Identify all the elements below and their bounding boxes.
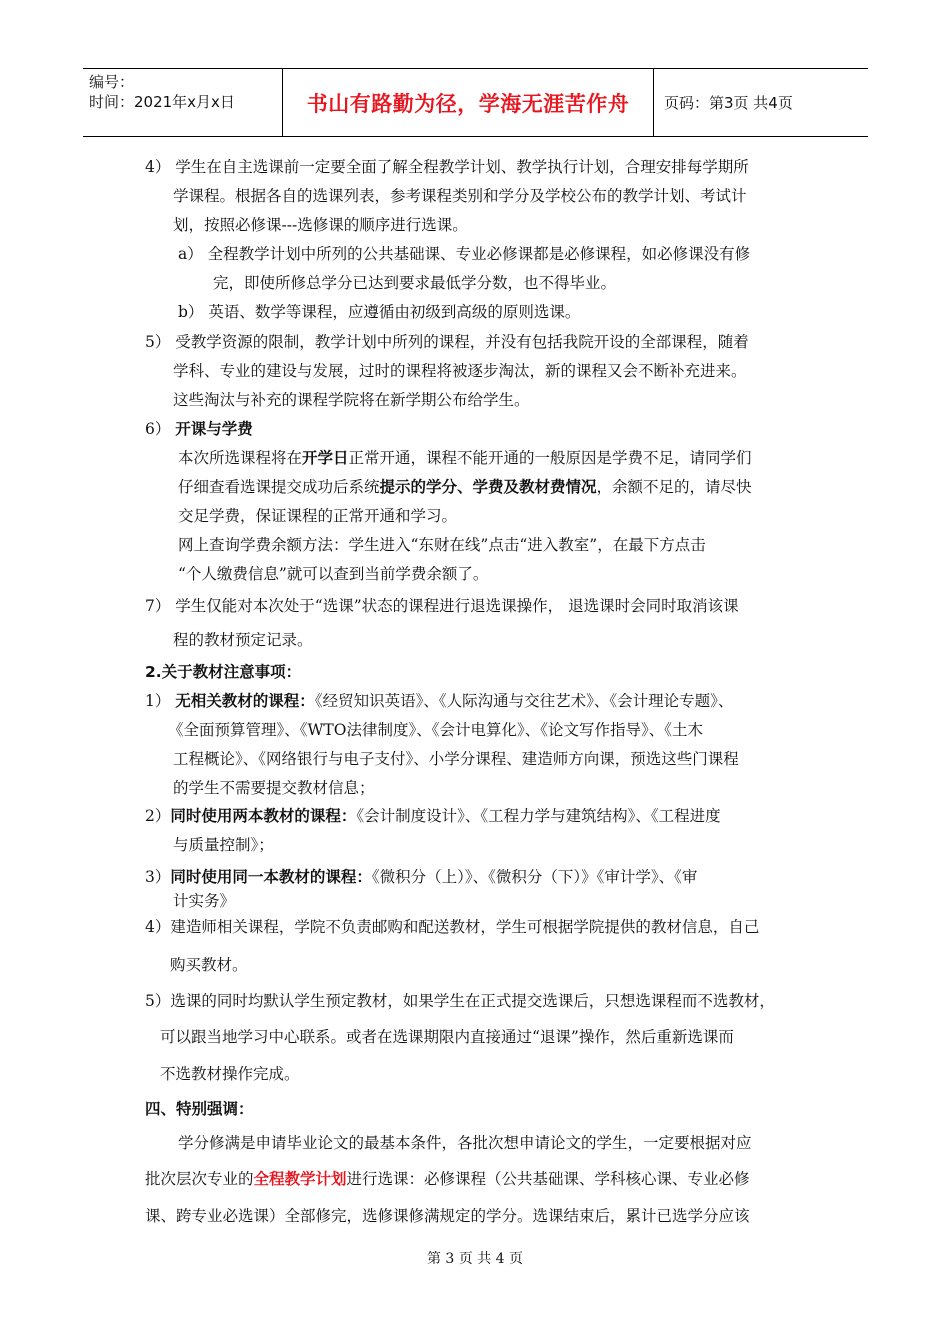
text-line: 《全面预算管理》、《WTO法律制度》、《会计电算化》、《论文写作指导》、《土木: [168, 721, 703, 739]
text-line: 这些淘汰与补充的课程学院将在新学期公布给学生。: [173, 391, 530, 409]
text-line: 课、跨专业必选课）全部修完，选修课修满规定的学分。选课结束后，累计已选学分应该: [145, 1207, 750, 1225]
text-line: 程的教材预定记录。: [173, 631, 313, 649]
text-line: 与质量控制》；: [173, 836, 274, 854]
text-line: a） 全程教学计划中所列的公共基础课、专业必修课都是必修课程，如必修课没有修: [178, 245, 751, 263]
text-line: 学课程。根据各自的选课列表，参考课程类别和学分及学校公布的教学计划、考试计: [173, 187, 747, 205]
text-line: 不选教材操作完成。: [160, 1065, 300, 1083]
text-line: 5） 受教学资源的限制，教学计划中所列的课程，并没有包括我院开设的全部课程，随着: [145, 333, 749, 351]
section-heading-emphasis: 四、特别强调：: [145, 1100, 254, 1118]
header-info-cell: [83, 69, 283, 136]
text-line: 5）选课的同时均默认学生预定教材，如果学生在正式提交选课后，只想选课程而不选教材，: [145, 992, 775, 1010]
text-line: 完，即使所修总学分已达到要求最低学分数，也不得毕业。: [213, 274, 617, 292]
header-page-label: 页码：第3页 共4页: [664, 94, 793, 112]
text-line: 3）同时使用同一本教材的课程：《微积分（上）》、《微积分（下）》《审计学》、《审: [145, 868, 698, 886]
text-line: 交足学费，保证课程的正常开通和学习。: [178, 507, 458, 525]
text-line: 学科、专业的建设与发展，过时的课程将被逐步淘汰，新的课程又会不断补充进来。: [173, 362, 747, 380]
text-line: 7） 学生仅能对本次处于“选课”状态的课程进行退选课操作， 退选课时会同时取消该课: [145, 597, 739, 615]
text-line: 1） 无相关教材的课程：《经贸知识英语》、《人际沟通与交往艺术》、《会计理论专题》、: [145, 692, 734, 710]
text-line: 工程概论》、《网络银行与电子支付》、小学分课程、建造师方向课，预选这些门课程: [173, 750, 739, 768]
text-line: 4）建造师相关课程，学院不负责邮购和配送教材，学生可根据学院提供的教材信息，自己: [145, 918, 760, 936]
text-line: 的学生不需要提交教材信息；: [173, 779, 375, 797]
page-footer: 第 3 页 共 4 页: [426, 1251, 524, 1267]
number-label: 编号：: [89, 73, 135, 91]
text-line: 购买教材。: [170, 956, 248, 974]
text-line: 划，按照必修课---选修课的顺序进行选课。: [173, 216, 468, 234]
page-header: [83, 68, 868, 137]
text-line: 本次所选课程将在开学日正常开通，课程不能开通的一般原因是学费不足，请同学们: [178, 449, 752, 467]
text-line: b） 英语、数学等课程，应遵循由初级到高级的原则选课。: [178, 303, 581, 321]
text-line: 2）同时使用两本教材的课程：《会计制度设计》、《工程力学与建筑结构》、《工程进度: [145, 807, 721, 825]
text-line: 学分修满是申请毕业论文的最基本条件，各批次想申请论文的学生，一定要根据对应: [178, 1134, 752, 1152]
header-motto: 书山有路勤为径，学海无涯苦作舟: [283, 69, 654, 136]
text-line: 4） 学生在自主选课前一定要全面了解全程教学计划、教学执行计划，合理安排每学期所: [145, 158, 749, 176]
text-line: “个人缴费信息”就可以查到当前学费余额了。: [178, 565, 489, 583]
text-line: 网上查询学费余额方法：学生进入“东财在线”点击“进入教室”，在最下方点击: [178, 536, 706, 554]
date-label: 时间：2021年x月x日: [89, 93, 235, 111]
text-line: 计实务》: [173, 892, 236, 910]
text-line: 仔细查看选课提交成功后系统提示的学分、学费及教材费情况，余额不足的，请尽快: [178, 478, 752, 496]
section-heading-6: 6） 开课与学费: [145, 420, 253, 438]
text-line: 批次层次专业的全程教学计划进行选课：必修课程（公共基础课、学科核心课、专业必修: [145, 1170, 750, 1188]
section-heading-textbooks: 2.关于教材注意事项：: [145, 663, 302, 681]
text-line: 可以跟当地学习中心联系。或者在选课期限内直接通过“退课”操作，然后重新选课而: [160, 1028, 734, 1046]
